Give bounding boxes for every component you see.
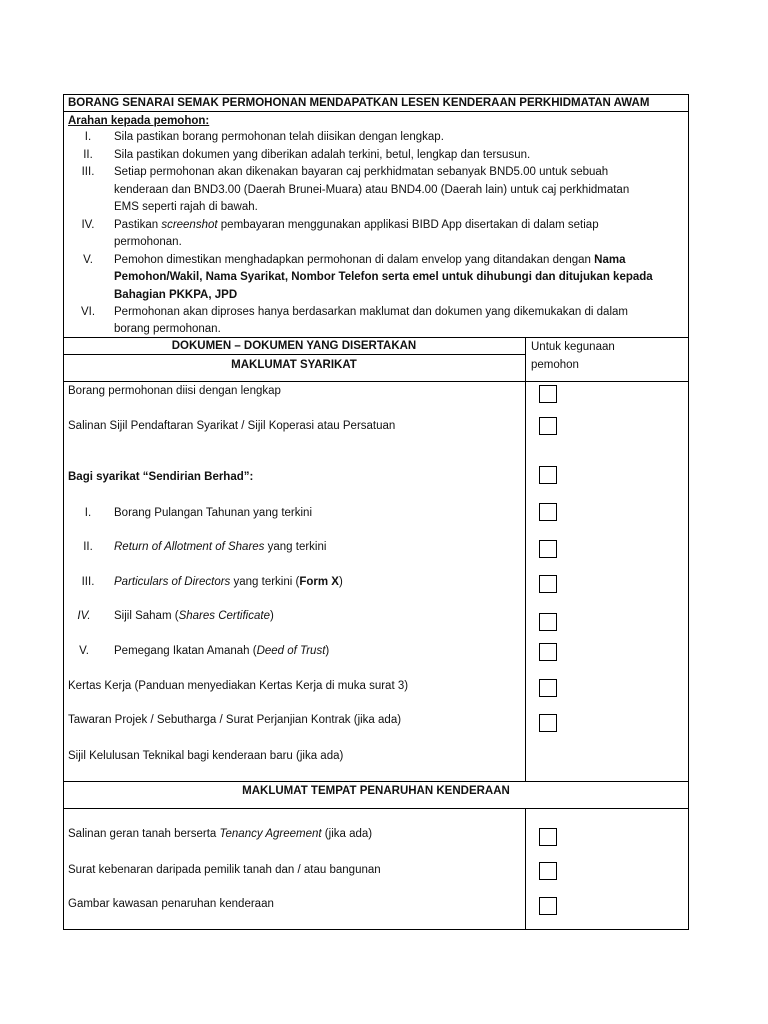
sub-item-number: IV. [77, 610, 91, 622]
sub-item-number: III. [81, 576, 95, 588]
use-header-line1: Untuk kegunaan [531, 341, 615, 353]
instruction-text: Bahagian PKKPA, JPD [114, 289, 238, 301]
checkbox-directors[interactable] [539, 575, 557, 593]
use-header-line2: pemohon [531, 359, 579, 371]
checkbox-project-offer[interactable] [539, 714, 557, 732]
sub-item-allotment: Return of Allotment of Shares yang terkini [114, 541, 327, 553]
divider [63, 354, 526, 355]
instruction-number: II. [83, 149, 93, 161]
column-divider [525, 337, 526, 381]
checkbox-deed-of-trust[interactable] [539, 643, 557, 661]
divider [63, 111, 689, 112]
sub-item-annual-return: Borang Pulangan Tahunan yang terkini [114, 507, 312, 519]
instruction-number: III. [81, 166, 95, 178]
instruction-text: permohonan. [114, 236, 182, 248]
checkbox-annual-return[interactable] [539, 503, 557, 521]
instruction-number: IV. [81, 219, 95, 231]
instruction-number: I. [84, 131, 92, 143]
checkbox-owner-permission[interactable] [539, 862, 557, 880]
sub-item-number: V. [79, 645, 89, 657]
instruction-text: Permohonan akan diproses hanya berdasarkan maklumat dan dokumen yang dikemukakan di dalam [114, 306, 628, 318]
doc-project-offer: Tawaran Projek / Sebutharga / Surat Perjanjian Kontrak (jika ada) [68, 714, 402, 726]
instruction-text: Pemohon dimestikan menghadapkan permohonan di dalam envelop yang ditandakan dengan Nama [114, 254, 626, 266]
sub-item-number: II. [83, 541, 93, 553]
divider [63, 808, 689, 809]
instruction-text: Pemohon/Wakil, Nama Syarikat, Nombor Telefon serta emel untuk dihubungi dan ditujukan kepada [114, 271, 653, 283]
docs-header: DOKUMEN – DOKUMEN YANG DISERTAKAN [171, 340, 417, 352]
instructions-heading: Arahan kepada pemohon: [68, 115, 210, 127]
checkbox-sdn-bhd[interactable] [539, 466, 557, 484]
instruction-number: VI. [80, 306, 96, 318]
sub-item-deed-of-trust: Pemegang Ikatan Amanah (Deed of Trust) [114, 645, 330, 657]
sub-item-share-certificate: Sijil Saham (Shares Certificate) [114, 610, 274, 622]
instruction-text: Sila pastikan borang permohonan telah diisikan dengan lengkap. [114, 131, 444, 143]
instruction-text: kenderaan dan BND3.00 (Daerah Brunei-Muara) atau BND4.00 (Daerah lain) untuk caj perkhidmatan [114, 184, 630, 196]
instruction-number: V. [83, 254, 93, 266]
sdn-bhd-heading: Bagi syarikat “Sendirian Berhad”: [68, 471, 254, 483]
doc-technical-approval: Sijil Kelulusan Teknikal bagi kenderaan baru (jika ada) [68, 750, 344, 762]
column-divider [525, 381, 526, 781]
doc-owner-permission: Surat kebenaran daripada pemilik tanah dan / atau bangunan [68, 864, 381, 876]
checkbox-parking-photo[interactable] [539, 897, 557, 915]
doc-working-paper: Kertas Kerja (Panduan menyediakan Kertas Kerja di muka surat 3) [68, 680, 409, 692]
instruction-text: Setiap permohonan akan dikenakan bayaran caj perkhidmatan sebanyak BND5.00 untuk sebuah [114, 166, 609, 178]
doc-registration-certificate: Salinan Sijil Pendaftaran Syarikat / Sijil Koperasi atau Persatuan [68, 420, 396, 432]
instruction-text: EMS seperti rajah di bawah. [114, 201, 258, 213]
checkbox-registration-certificate[interactable] [539, 417, 557, 435]
doc-application-form: Borang permohonan diisi dengan lengkap [68, 385, 281, 397]
doc-parking-photo: Gambar kawasan penaruhan kenderaan [68, 898, 274, 910]
column-divider [525, 808, 526, 930]
divider [63, 781, 689, 782]
checkbox-land-grant[interactable] [539, 828, 557, 846]
instruction-text: Sila pastikan dokumen yang diberikan adalah terkini, betul, lengkap dan tersusun. [114, 149, 531, 161]
sub-item-directors: Particulars of Directors yang terkini (Form X) [114, 576, 343, 588]
checkbox-allotment[interactable] [539, 540, 557, 558]
divider [63, 381, 689, 382]
instruction-text: borang permohonan. [114, 323, 221, 335]
checkbox-working-paper[interactable] [539, 679, 557, 697]
checkbox-application-form[interactable] [539, 385, 557, 403]
instruction-text: Pastikan screenshot pembayaran menggunakan applikasi BIBD App disertakan di dalam setiap [114, 219, 599, 231]
doc-land-grant: Salinan geran tanah berserta Tenancy Agreement (jika ada) [68, 828, 373, 840]
parking-header: MAKLUMAT TEMPAT PENARUHAN KENDERAAN [242, 785, 510, 797]
form-title: BORANG SENARAI SEMAK PERMOHONAN MENDAPATKAN LESEN KENDERAAN PERKHIDMATAN AWAM [68, 97, 650, 109]
checkbox-share-certificate[interactable] [539, 613, 557, 631]
sub-item-number: I. [84, 507, 92, 519]
company-header: MAKLUMAT SYARIKAT [231, 359, 357, 371]
